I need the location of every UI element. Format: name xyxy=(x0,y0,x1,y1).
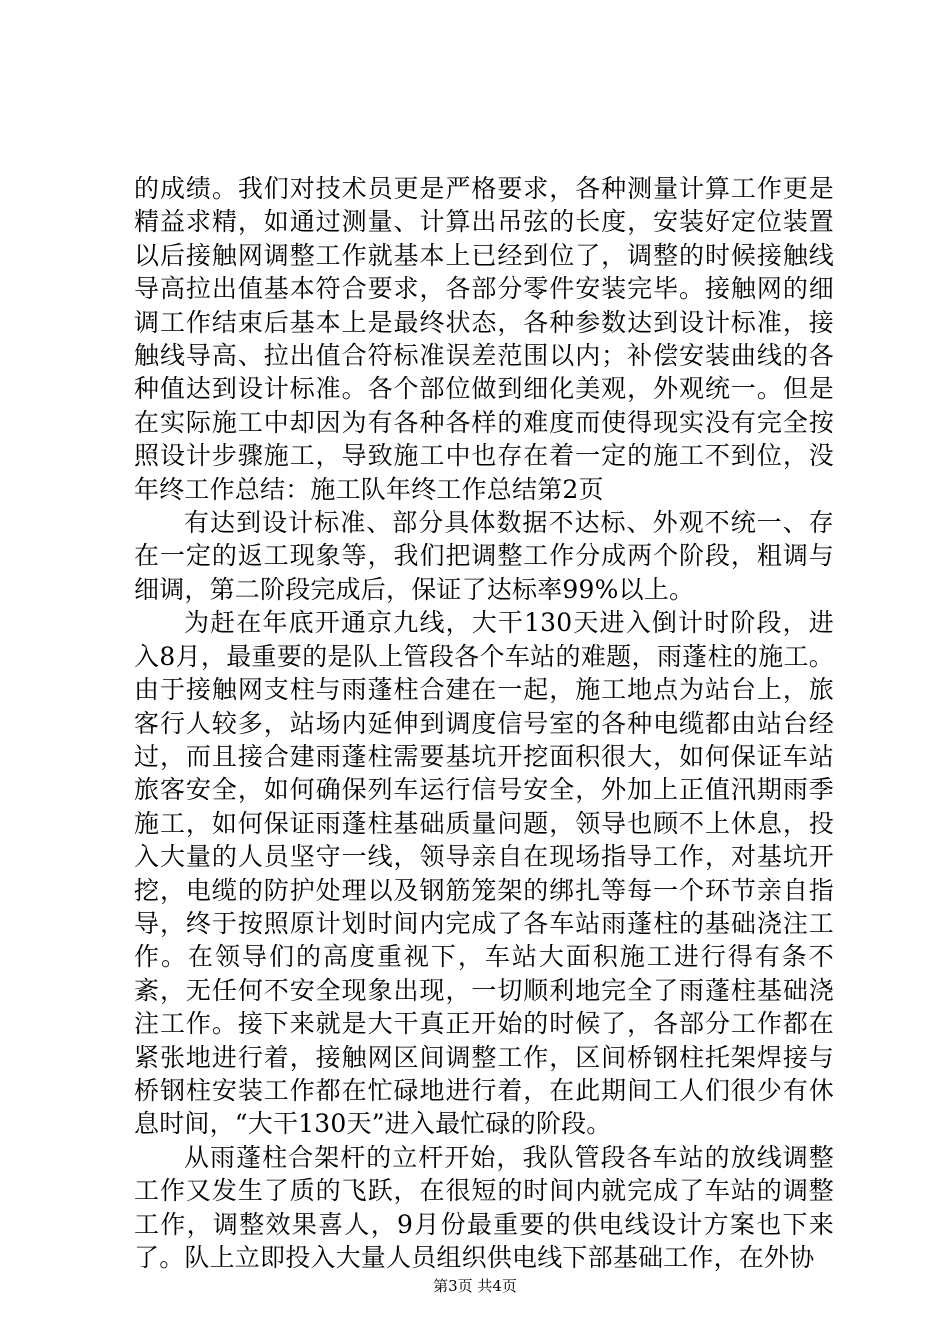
paragraph-4: 从雨蓬柱合架杆的立杆开始，我队管段各车站的放线调整工作又发生了质的飞跃，在很短的时间内就完成了车站的调整工作，调整效果喜人，9月份最重要的供电线设计方案也下来了。队上立即投入大量人员组织供电线下部基础工作，在外协 xyxy=(134,1142,834,1272)
paragraph-2: 有达到设计标准、部分具体数据不达标、外观不统一、存在一定的返工现象等，我们把调整工作分成两个阶段，粗调与细调，第二阶段完成后，保证了达标率99%以上。 xyxy=(134,508,834,604)
body-text xyxy=(134,172,834,1274)
paragraph-1: 的成绩。我们对技术员更是严格要求，各种测量计算工作更是精益求精，如通过测量、计算出吊弦的长度，安装好定位装置以后接触网调整工作就基本上已经到位了，调整的时候接触线导高拉出值基本符合要求，各部分零件安装完毕。接触网的细调工作结束后基本上是最终状态，各种参数达到设计标准，接触线导高、拉出值合符标准误差范围以内；补偿安装曲线的各种值达到设计标准。各个部位做到细化美观，外观统一。但是在实际施工中却因为有各种各样的难度而使得现实没有完全按照设计步骤施工，导致施工中也存在着一定的施工不到位，没年终工作总结：施工队年终工作总结第2页 xyxy=(134,174,834,504)
paragraph-3: 为赶在年底开通京九线，大干130天进入倒计时阶段，进入8月，最重要的是队上管段各个车站的难题，雨蓬柱的施工。由于接触网支柱与雨蓬柱合建在一起，施工地点为站台上，旅客行人较多，站场内延伸到调度信号室的各种电缆都由站台经过，而且接合建雨蓬柱需要基坑开挖面积很大，如何保证车站旅客安全，如何确保列车运行信号安全，外加上正值汛期雨季施工，如何保证雨蓬柱基础质量问题，领导也顾不上休息，投入大量的人员坚守一线，领导亲自在现场指导工作，对基坑开挖，电缆的防护处理以及钢筋笼架的绑扎等每一个环节亲自指导，终于按照原计划时间内完成了各车站雨蓬柱的基础浇注工作。在领导们的高度重视下，车站大面积施工进行得有条不紊，无任何不安全现象出现，一切顺利地完全了雨蓬柱基础浇注工作。接下来就是大干真正开始的时候了，各部分工作都在紧张地进行着，接触网区间调整工作，区间桥钢柱托架焊接与桥钢柱安装工作都在忙碌地进行着，在此期间工人们很少有休息时间，“大干130天”进入最忙碌的阶段。 xyxy=(134,608,834,1139)
page-footer: 第3页 共4页 xyxy=(433,1277,517,1295)
